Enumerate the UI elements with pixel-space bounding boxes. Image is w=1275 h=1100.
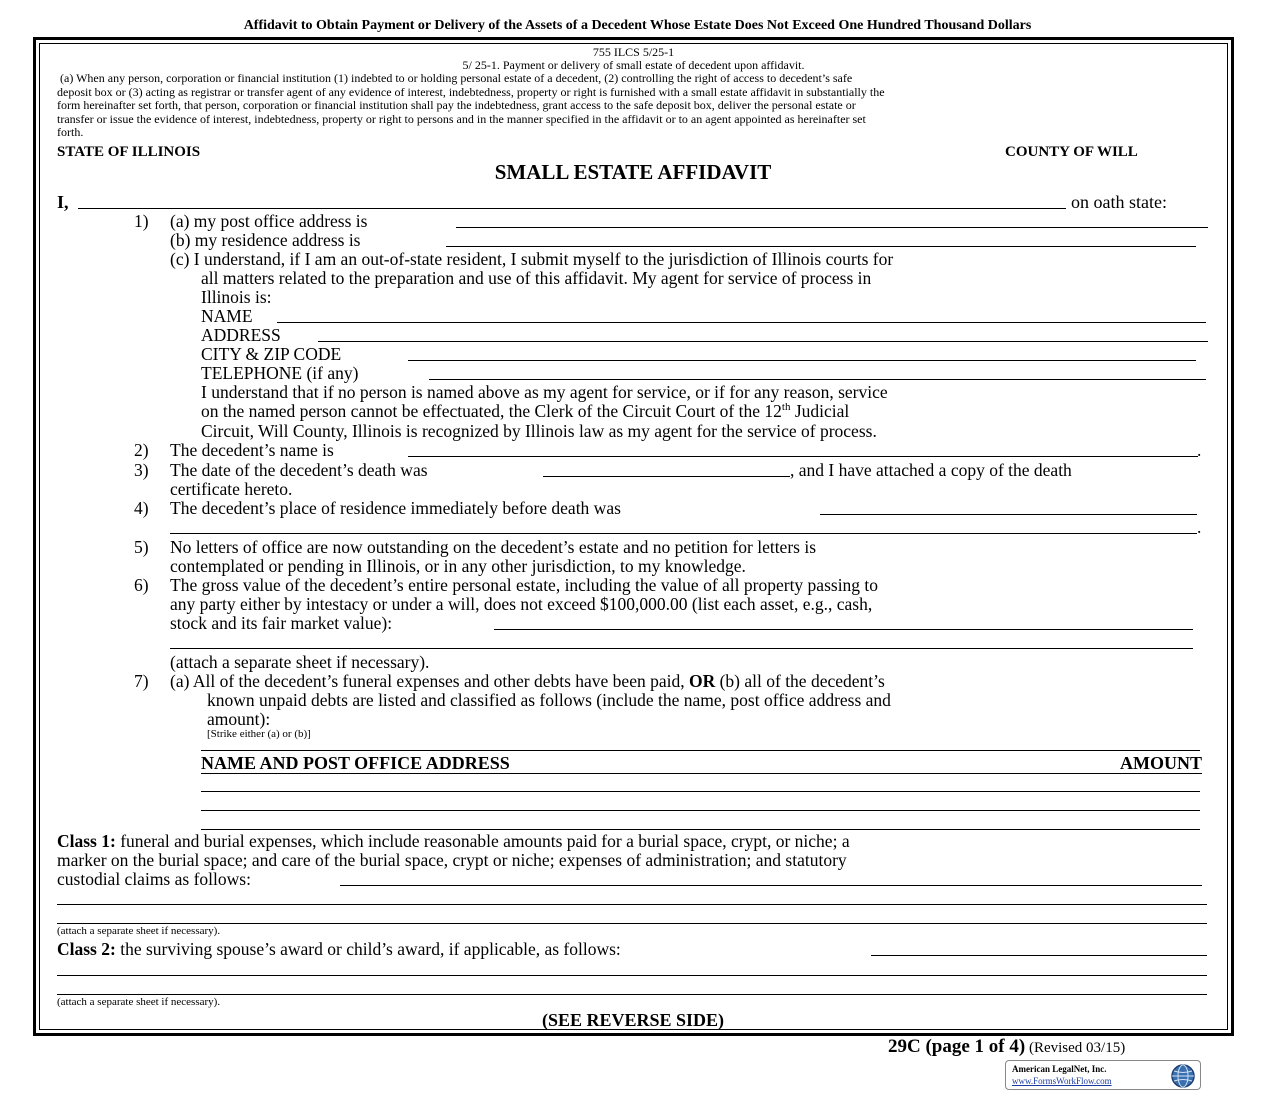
item1a-label: (a) my post office address is: [170, 211, 368, 231]
class1-attach-note: (attach a separate sheet if necessary).: [57, 925, 221, 937]
see-reverse-side: (SEE REVERSE SIDE): [541, 1010, 725, 1030]
strike-note: [Strike either (a) or (b)]: [207, 728, 311, 740]
residence-before-death-field-2[interactable]: [170, 533, 1197, 534]
item6-attach-note: (attach a separate sheet if necessary).: [170, 652, 430, 672]
statute-line: (a) When any person, corporation or financial institution (1) indebted to or holding personal estate of a decedent, (2) controlling the right of access to decedent’s safe: [57, 71, 853, 85]
item-number: 5): [134, 537, 149, 557]
decedent-name-field[interactable]: [408, 456, 1198, 457]
item1c-line: all matters related to the preparation and use of this affidavit. My agent for service of process in: [201, 268, 872, 288]
item1c-line: (c) I understand, if I am an out-of-state resident, I submit myself to the jurisdiction of Illinois courts for: [170, 249, 894, 269]
statute-line: transfer or issue the evidence of interest, indebtedness, property or right to persons and in the manner specified in the affidavit or to an agent appointed as hereinafter set: [57, 111, 866, 126]
item1c-line: Illinois is:: [201, 287, 272, 307]
statute-text: [57, 72, 1217, 140]
class2-label: Class 2:: [57, 939, 116, 959]
assets-field[interactable]: [494, 629, 1193, 630]
item4-label: The decedent’s place of residence immediately before death was: [170, 498, 621, 518]
item1b-label: (b) my residence address is: [170, 230, 361, 250]
affiant-name-field[interactable]: [78, 208, 1066, 209]
class1-label: Class 1:: [57, 831, 116, 851]
item-number: 7): [134, 671, 149, 691]
residence-before-death-field[interactable]: [820, 514, 1197, 515]
item-number: 1): [134, 211, 149, 231]
agent-address-label: ADDRESS: [201, 325, 281, 345]
debt-row-field[interactable]: [201, 791, 1200, 792]
agent-note-line: Circuit, Will County, Illinois is recognized by Illinois law as my agent for the service of process.: [201, 421, 877, 441]
class2-line: [57, 939, 621, 960]
agent-note-text: on the named person cannot be effectuated, the Clerk of the Circuit Court of the 12: [201, 401, 782, 421]
agent-telephone-field[interactable]: [429, 379, 1206, 380]
item7-or: OR: [688, 671, 716, 691]
form-code: [888, 1036, 1125, 1058]
logo-company: American LegalNet, Inc.: [1012, 1064, 1107, 1074]
debts-table-header: [201, 753, 1202, 773]
item2-label: The decedent’s name is: [170, 440, 334, 460]
superscript: th: [781, 401, 791, 414]
class2-awards-field-3[interactable]: [57, 994, 1207, 995]
item6-line: stock and its fair market value):: [170, 613, 393, 633]
debt-row-field[interactable]: [201, 810, 1200, 811]
table-top-rule: [201, 750, 1200, 751]
class1-text: funeral and burial expenses, which include reasonable amounts paid for a burial space, crypt, or niche; a: [115, 831, 850, 851]
table-header-rule: [201, 773, 1202, 774]
item7-line: amount):: [207, 709, 271, 729]
class1-claims-field-3[interactable]: [57, 923, 1207, 924]
period: .: [1197, 440, 1202, 460]
class2-awards-field-2[interactable]: [57, 975, 1207, 976]
agent-note-line: [201, 401, 849, 422]
item6-line: any party either by intestacy or under a will, does not exceed $100,000.00 (list each asset, e.g., cash,: [170, 594, 873, 614]
class2-text: the surviving spouse’s award or child’s award, if applicable, as follows:: [115, 939, 621, 959]
item-number: 2): [134, 440, 149, 460]
class2-awards-field[interactable]: [871, 955, 1207, 956]
residence-address-field[interactable]: [446, 246, 1196, 247]
form-code-text: 29C (page 1 of 4): [888, 1036, 1026, 1057]
item5-line: No letters of office are now outstanding on the decedent’s estate and no petition for letters is: [170, 537, 817, 557]
period: .: [1197, 517, 1202, 537]
item3-label-cont: , and I have attached a copy of the death: [790, 460, 1072, 480]
item7-line: [170, 671, 885, 692]
agent-name-field[interactable]: [277, 322, 1206, 323]
agent-note-text: Judicial: [790, 401, 850, 421]
globe-icon: [1170, 1063, 1196, 1089]
date-of-death-field[interactable]: [543, 476, 790, 477]
logo-url[interactable]: www.FormsWorkFlow.com: [1012, 1076, 1112, 1086]
item7-line: known unpaid debts are listed and classified as follows (include the name, post office address and: [207, 690, 891, 710]
venue-state: STATE OF ILLINOIS: [57, 144, 201, 160]
affiant-prefix: I,: [57, 192, 69, 212]
agent-address-field[interactable]: [318, 341, 1208, 342]
statute-cite: 755 ILCS 5/25-1: [592, 45, 675, 59]
statute-line: forth.: [57, 125, 84, 139]
agent-city-zip-field[interactable]: [408, 360, 1196, 361]
document-header-title: Affidavit to Obtain Payment or Delivery of the Assets of a Decedent Whose Estate Does Not Exceed One Hundred Thousand Dollars: [243, 18, 1032, 33]
assets-field-2[interactable]: [170, 648, 1193, 649]
debt-row-field[interactable]: [201, 829, 1200, 830]
statute-line: deposit box or (3) acting as registrar or transfer agent of any evidence of interest, indebtedness, property or right is furnished with a small estate affidavit in substantially the: [57, 84, 885, 99]
post-office-address-field[interactable]: [456, 227, 1208, 228]
venue-county: COUNTY OF WILL: [1005, 144, 1138, 160]
statute-caption: 5/ 25-1. Payment or delivery of small estate of decedent upon affidavit.: [462, 58, 805, 72]
class1-claims-field[interactable]: [340, 885, 1202, 886]
revised-date: (Revised 03/15): [1025, 1040, 1126, 1056]
class1-line: custodial claims as follows:: [57, 869, 251, 889]
class1-line: [57, 831, 850, 852]
item3-label: The date of the decedent’s death was: [170, 460, 428, 480]
item-number: 4): [134, 498, 149, 518]
item3-line2: certificate hereto.: [170, 479, 293, 499]
col-amount: AMOUNT: [1120, 753, 1202, 773]
agent-note-line: I understand that if no person is named above as my agent for service, or if for any reason, service: [201, 382, 888, 402]
company-logo[interactable]: [1005, 1060, 1201, 1090]
class1-line: marker on the burial space; and care of the burial space, crypt or niche; expenses of administration; and statutory: [57, 850, 847, 870]
col-name-address: NAME AND POST OFFICE ADDRESS: [201, 753, 510, 773]
item7-text: (a) All of the decedent’s funeral expenses and other debts have been paid,: [170, 671, 689, 691]
class1-claims-field-2[interactable]: [57, 904, 1207, 905]
item-number: 6): [134, 575, 149, 595]
item6-line: The gross value of the decedent’s entire personal estate, including the value of all property passing to: [170, 575, 879, 595]
affiant-suffix: on oath state:: [1071, 192, 1167, 212]
class2-attach-note: (attach a separate sheet if necessary).: [57, 996, 221, 1008]
item5-line: contemplated or pending in Illinois, or in any other jurisdiction, to my knowledge.: [170, 556, 746, 576]
statute-line: form hereinafter set forth, that person, corporation or financial institution shall pay the indebtedness, grant access to the safe deposit box, deliver the personal estate or: [57, 98, 856, 112]
form-title: SMALL ESTATE AFFIDAVIT: [494, 160, 772, 184]
agent-phone-label: TELEPHONE (if any): [201, 363, 359, 383]
item7-text: (b) all of the decedent’s: [715, 671, 885, 691]
agent-name-label: NAME: [201, 306, 253, 326]
item-number: 3): [134, 460, 149, 480]
agent-city-label: CITY & ZIP CODE: [201, 344, 342, 364]
